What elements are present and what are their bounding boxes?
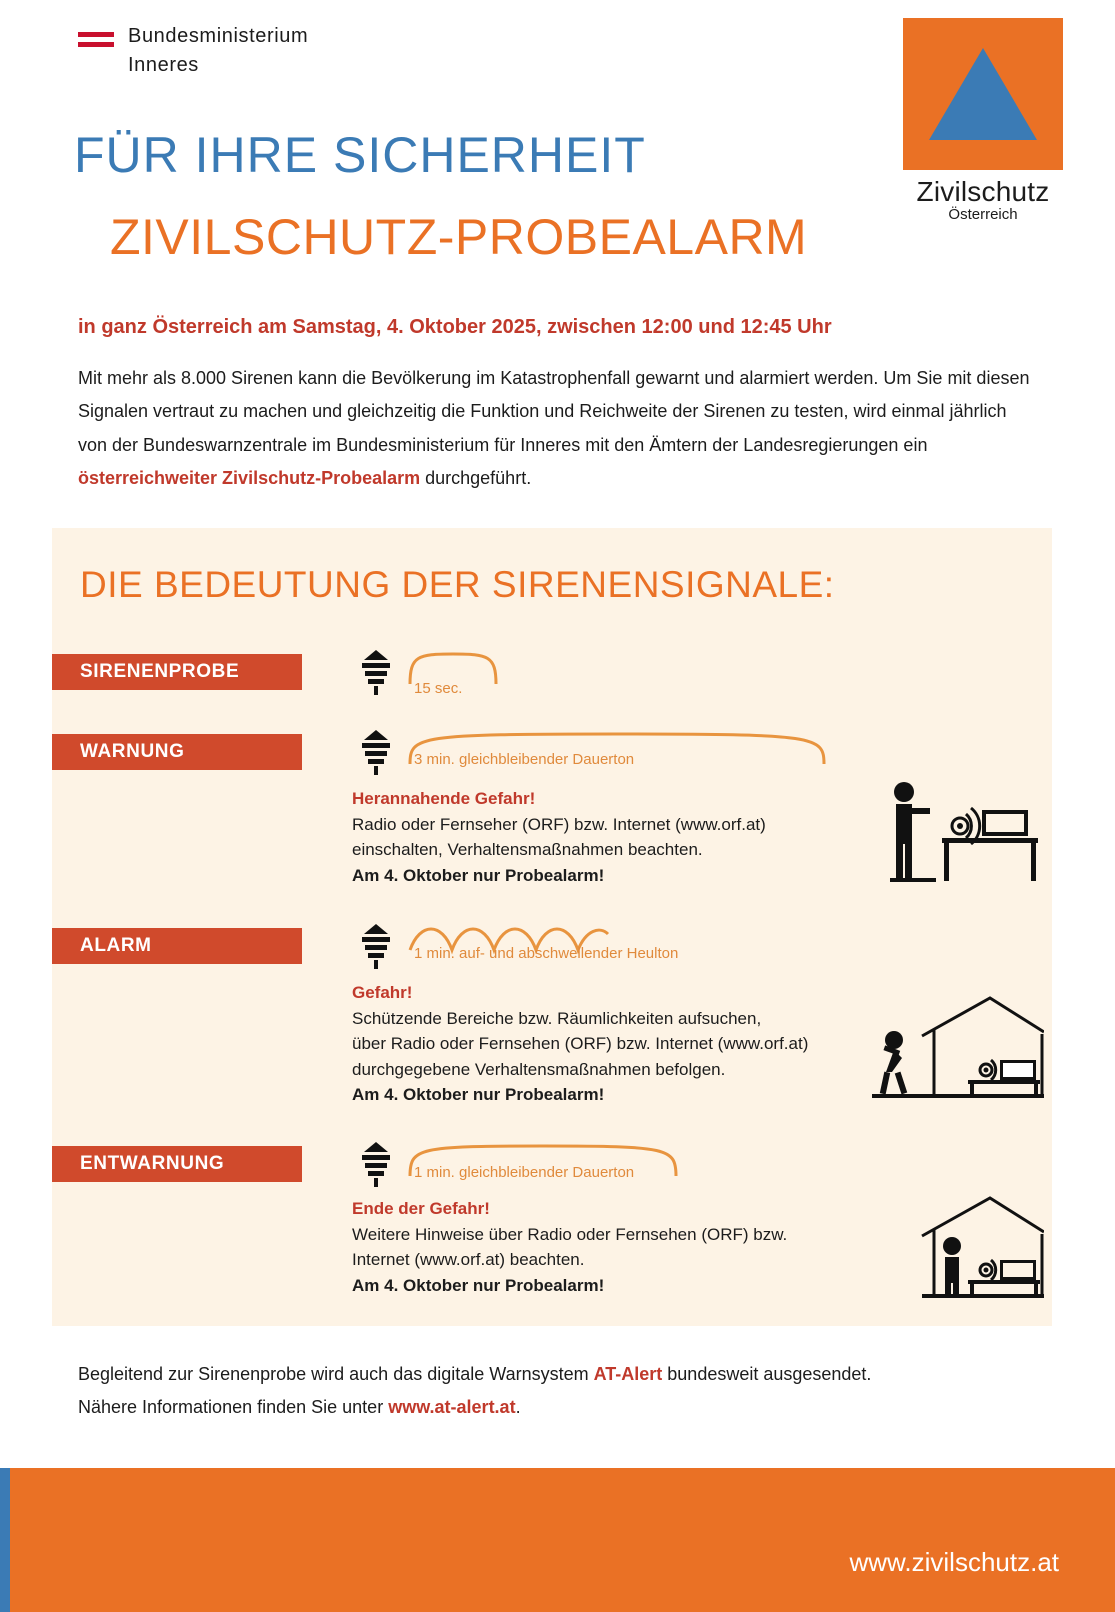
body-line-2: Internet (www.orf.at) beachten.	[352, 1250, 585, 1269]
person-entering-house-icon	[868, 988, 1044, 1106]
footer-part-4: .	[515, 1397, 521, 1418]
intro-highlight: österreichweiter Zivilschutz-Probealarm	[78, 467, 421, 488]
body-warnung	[352, 786, 766, 888]
austria-flag-icon	[78, 32, 114, 47]
signals-panel	[52, 528, 1052, 1326]
zivilschutz-logo	[903, 18, 1063, 223]
footer-part-3: Nähere Informationen finden Sie unter	[78, 1397, 389, 1418]
footer-part-2: bundesweit ausgesendet.	[662, 1364, 872, 1384]
person-in-house-icon	[868, 1188, 1044, 1306]
person-at-desk-with-radio-icon	[882, 778, 1042, 888]
logo-name: Zivilschutz	[916, 176, 1050, 207]
ministry-logo	[78, 22, 308, 80]
row-label-sirenenprobe	[52, 654, 302, 690]
intro-paragraph	[78, 362, 1033, 495]
body-note: Am 4. Oktober nur Probealarm!	[352, 1275, 605, 1295]
body-head: Herannahende Gefahr!	[352, 789, 536, 808]
ministry-line-2: Inneres	[128, 54, 199, 76]
footer-part-1: Begleitend zur Sirenenprobe wird auch das digitale Warnsystem	[78, 1364, 594, 1384]
ministry-name	[128, 22, 308, 80]
body-head: Gefahr!	[352, 983, 413, 1002]
body-line-2: einschalten, Verhaltensmaßnahmen beachten.	[352, 840, 703, 859]
row-label-text: WARNUNG	[80, 741, 185, 762]
row-label-entwarnung	[52, 1146, 302, 1182]
body-line-1: Weitere Hinweise über Radio oder Fernsehen (ORF) bzw.	[352, 1224, 788, 1244]
intro-part-2: durchgeführt.	[420, 467, 532, 488]
event-date-line: in ganz Österreich am Samstag, 4. Oktober 2025, zwischen 12:00 und 12:45 Uhr	[78, 316, 832, 338]
page-title-line-1: FÜR IHRE SICHERHEIT	[74, 127, 646, 183]
at-alert-highlight: AT-Alert	[593, 1364, 663, 1384]
body-note: Am 4. Oktober nur Probealarm!	[352, 865, 605, 885]
row-label-alarm	[52, 928, 302, 964]
logo-subtitle: Österreich	[948, 206, 1018, 223]
siren-icon	[356, 922, 396, 970]
blue-triangle-icon	[927, 44, 1039, 144]
body-line-1: Schützende Bereiche bzw. Räumlichkeiten aufsuchen,	[352, 1008, 762, 1028]
at-alert-url-link[interactable]: www.at-alert.at	[388, 1397, 516, 1418]
footer-accent-bar	[0, 1468, 10, 1612]
row-label-text: SIRENENPROBE	[80, 661, 240, 682]
siren-icon	[356, 728, 396, 776]
footer-line-1	[78, 1358, 1038, 1391]
body-note: Am 4. Oktober nur Probealarm!	[352, 1085, 605, 1104]
body-line-1: Radio oder Fernseher (ORF) bzw. Internet (www.orf.at)	[352, 814, 766, 834]
body-entwarnung	[352, 1196, 787, 1298]
logo-box	[903, 18, 1063, 170]
row-label-text: ALARM	[80, 935, 152, 956]
body-alarm	[352, 980, 808, 1108]
signal-caption-sirenenprobe: 15 sec.	[414, 680, 463, 697]
panel-title: DIE BEDEUTUNG DER SIRENENSIGNALE:	[80, 564, 835, 605]
signal-caption-alarm: 1 min. auf- und abschwellender Heulton	[414, 945, 679, 962]
ministry-line-1: Bundesministerium	[128, 25, 309, 47]
row-label-warnung	[52, 734, 302, 770]
page-title-line-2: ZIVILSCHUTZ-PROBEALARM	[110, 209, 808, 265]
footer-line-2	[78, 1391, 1038, 1424]
body-head: Ende der Gefahr!	[352, 1199, 490, 1218]
footer-paragraph	[78, 1358, 1038, 1425]
siren-icon	[356, 648, 396, 696]
website-url[interactable]: www.zivilschutz.at	[849, 1547, 1059, 1577]
body-line-3: durchgegebene Verhaltensmaßnahmen befolgen.	[352, 1059, 726, 1079]
signal-caption-warnung: 3 min. gleichbleibender Dauerton	[414, 751, 635, 768]
body-line-2: über Radio oder Fernsehen (ORF) bzw. Internet (www.orf.at)	[352, 1034, 809, 1053]
signal-caption-entwarnung: 1 min. gleichbleibender Dauerton	[414, 1164, 635, 1181]
footer-bar	[0, 1468, 1115, 1612]
intro-part-1: Mit mehr als 8.000 Sirenen kann die Bevölkerung im Katastrophenfall gewarnt und alarmiert werden. Um Sie mit diesen Signalen vertraut zu machen und gleichzeitig die Funktion und Reichweite der Sirenen zu testen, wird einmal jährlich von der Bundeswarnzentrale im Bundesministerium für Inneres mit den Ämtern der Landesregierungen ein	[78, 368, 1030, 455]
siren-icon	[356, 1140, 396, 1188]
row-label-text: ENTWARNUNG	[80, 1153, 225, 1174]
